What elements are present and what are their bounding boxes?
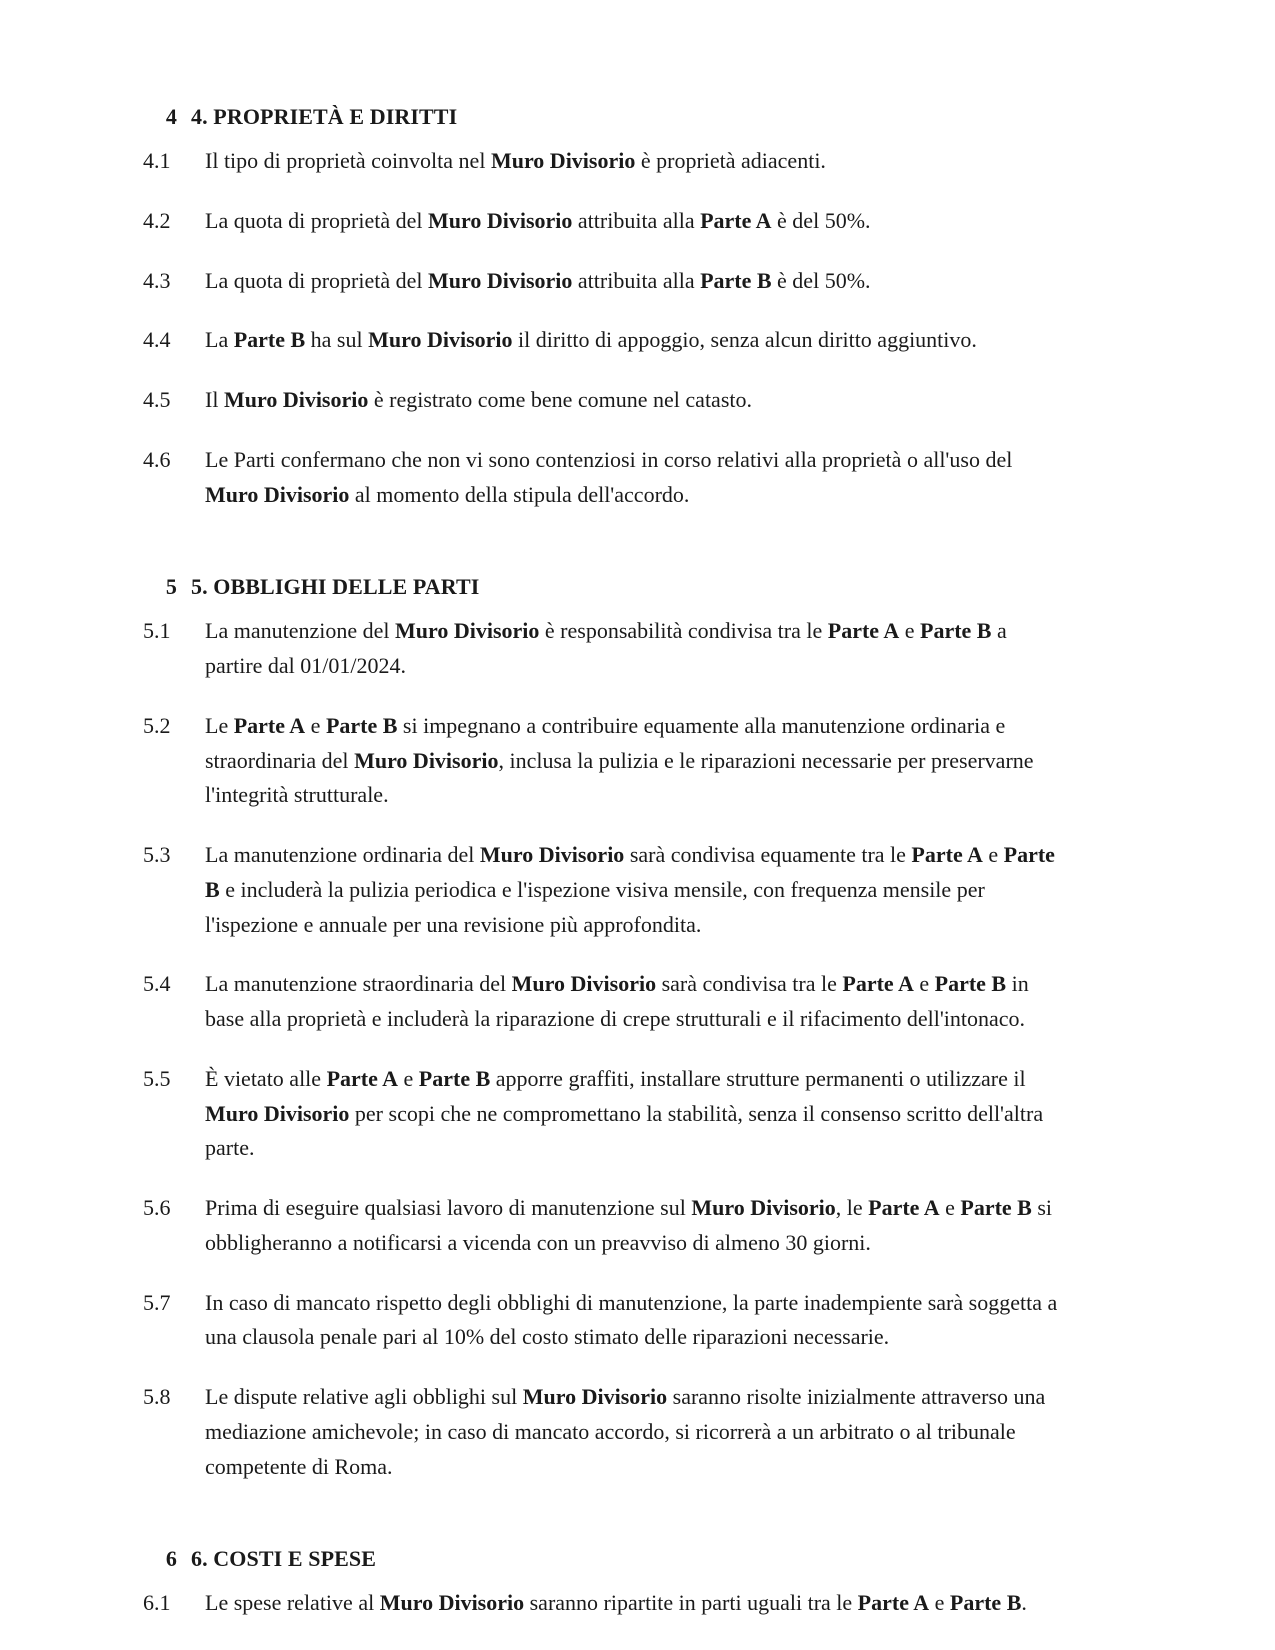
clause-term-emphasis: Parte A [233, 712, 306, 738]
clause-term-emphasis: Muro Divisorio [354, 747, 499, 773]
clause-number: 5.7 [143, 1289, 171, 1315]
clause-text-run: in base alla proprietà e includerà la riparazione di crepe strutturali e il rifacimento dell'intonaco. [205, 971, 1029, 1031]
clause-text-run: Le Parti confermano che non vi sono contenziosi in corso relativi alla proprietà o all'uso del [205, 446, 1013, 472]
clause-text [205, 1062, 1068, 1166]
clause-6.1 [143, 1586, 1068, 1621]
clause-term-emphasis: Muro Divisorio [205, 481, 350, 507]
section-title: 6. COSTI E SPESE [191, 1546, 377, 1572]
clause-text-run: saranno ripartite in parti uguali tra le [524, 1590, 858, 1616]
clause-term-emphasis: Muro Divisorio [479, 842, 625, 867]
section-title: 4. PROPRIETÀ E DIRITTI [191, 104, 458, 129]
clause-text-run: attribuita alla [572, 207, 701, 233]
clause-number: 4.1 [143, 148, 171, 173]
clause-text [205, 323, 1068, 358]
document-body [143, 104, 1068, 1646]
clause-term-emphasis: Parte B [920, 618, 992, 644]
clause-text-run: Le dispute relative agli obblighi sul [205, 1384, 523, 1409]
clause-text [205, 264, 1068, 299]
clause-text-run: , inclusa la pulizia e le riparazioni necessarie per preservarne l'integrità strutturale. [205, 747, 1034, 808]
clause-term-emphasis: Muro Divisorio [368, 327, 513, 353]
clause-term-emphasis: Muro Divisorio [427, 207, 573, 233]
section-heading-5 [143, 574, 1068, 600]
clause-text [205, 614, 1068, 684]
clause-term-emphasis: Muro Divisorio [205, 1100, 350, 1126]
clause-term-emphasis: Parte A [911, 842, 983, 867]
clause-text-run: Prima di eseguire qualsiasi lavoro di manutenzione sul [205, 1195, 692, 1220]
clause-text [205, 967, 1068, 1037]
clause-4.1 [143, 144, 1068, 179]
clause-term-emphasis: Parte B [934, 971, 1007, 997]
clause-text [205, 1286, 1068, 1356]
clause-4.6 [143, 443, 1068, 513]
clause-text-run: Il [205, 387, 224, 412]
clause-text [205, 144, 1068, 179]
clause-number: 5.6 [143, 1195, 171, 1220]
clause-text-run: La manutenzione del [205, 618, 395, 644]
clause-text-run: e [899, 618, 920, 644]
clause-text-run: ha sul [305, 327, 369, 353]
clause-text-run: Le [205, 712, 234, 738]
clause-number: 4.2 [143, 207, 171, 233]
clause-term-emphasis: Muro Divisorio [691, 1195, 836, 1220]
clause-text-run: e [398, 1065, 419, 1091]
clause-term-emphasis: Muro Divisorio [522, 1384, 668, 1409]
clause-4.3 [143, 264, 1068, 299]
clause-term-emphasis: Parte A [827, 618, 900, 644]
clause-term-emphasis: Muro Divisorio [490, 148, 636, 173]
clause-text-run: apporre graffiti, installare strutture permanenti o utilizzare il [490, 1065, 1026, 1091]
clause-text-run: e [939, 1195, 961, 1220]
clause-term-emphasis: Parte B [205, 842, 1055, 902]
clause-number: 5.8 [143, 1384, 171, 1409]
clause-text [205, 204, 1068, 239]
clause-text-run: al momento della stipula dell'accordo. [349, 481, 690, 507]
clause-5.4 [143, 967, 1068, 1037]
clause-term-emphasis: Parte B [325, 712, 398, 738]
clause-number: 5.4 [143, 971, 171, 997]
clause-term-emphasis: Parte B [233, 327, 306, 353]
clause-text-run: La [205, 327, 234, 353]
clause-term-emphasis: Parte B [418, 1065, 491, 1091]
clause-5.5 [143, 1062, 1068, 1166]
clause-text-run: per scopi che ne compromettano la stabilità, senza il consenso scritto dell'altra parte. [205, 1100, 1044, 1161]
clause-text-run: Le spese relative al [205, 1590, 380, 1616]
clause-number: 5.1 [143, 618, 171, 644]
clause-text-run: e includerà la pulizia periodica e l'ispezione visiva mensile, con frequenza mensile per l'ispezione e annuale per una revisione più approfondita. [205, 876, 985, 937]
clause-number: 5.3 [143, 842, 171, 867]
clause-text-run: È vietato alle [205, 1065, 327, 1091]
section-number: 4 [165, 104, 177, 129]
clause-text-run: La quota di proprietà del [205, 267, 428, 293]
clause-text-run: In caso di mancato rispetto degli obblighi di manutenzione, la parte inadempiente sarà soggetta a una clausola penale pari al 10% del costo stimato delle riparazioni necessarie. [205, 1289, 1058, 1350]
clause-4.2 [143, 204, 1068, 239]
clause-text-run: e [305, 712, 326, 738]
clause-term-emphasis: Parte B [700, 267, 772, 293]
clause-5.7 [143, 1286, 1068, 1356]
clause-text-run: è del 50%. [771, 207, 871, 233]
clause-term-emphasis: Muro Divisorio [511, 971, 657, 997]
clause-number: 4.5 [143, 387, 171, 412]
clause-term-emphasis: Parte A [326, 1065, 399, 1091]
clause-5.2 [143, 709, 1068, 813]
clause-text-run: attribuita alla [572, 267, 701, 293]
clause-text-run: , le [835, 1195, 869, 1220]
clause-5.3 [143, 838, 1068, 942]
clause-text [205, 383, 1068, 418]
clause-text [205, 838, 1068, 942]
clause-text-run: La quota di proprietà del [205, 207, 428, 233]
clause-text-run: è del 50%. [771, 267, 871, 293]
clause-number: 5.2 [143, 712, 171, 738]
clause-text-run: e [913, 971, 935, 997]
clause-text-run: e [929, 1590, 950, 1616]
clause-text [205, 1191, 1068, 1261]
clause-5.1 [143, 614, 1068, 684]
clause-term-emphasis: Muro Divisorio [394, 618, 540, 644]
section-number: 6 [165, 1546, 177, 1572]
section-heading-6 [143, 1546, 1068, 1572]
clause-text-run: si obbligheranno a notificarsi a vicenda con un preavviso di almeno 30 giorni. [205, 1195, 1053, 1255]
clause-number: 5.5 [143, 1065, 171, 1091]
clause-text-run: saranno risolte inizialmente attraverso una mediazione amichevole; in caso di mancato accordo, si ricorrerà a un arbitrato o al tribunale competente di Roma. [205, 1384, 1046, 1479]
clause-term-emphasis: Parte A [842, 971, 914, 997]
clause-text-run: La manutenzione straordinaria del [205, 971, 512, 997]
clause-number: 6.1 [143, 1590, 171, 1616]
clause-number: 4.3 [143, 267, 171, 293]
clause-text-run: il diritto di appoggio, senza alcun diritto aggiuntivo. [512, 327, 977, 353]
clause-text-run: La manutenzione ordinaria del [205, 842, 480, 867]
clause-text-run: . [1021, 1590, 1027, 1616]
section-heading-4 [143, 104, 1068, 130]
clause-term-emphasis: Muro Divisorio [427, 267, 573, 293]
clause-term-emphasis: Parte B [949, 1590, 1022, 1616]
clause-text-run: è responsabilità condivisa tra le [539, 618, 828, 644]
clause-4.4 [143, 323, 1068, 358]
section-number: 5 [165, 574, 177, 600]
clause-text-run: sarà condivisa equamente tra le [624, 842, 912, 867]
clause-number: 4.6 [143, 446, 171, 472]
clause-5.8 [143, 1380, 1068, 1484]
clause-text-run: e [982, 842, 1004, 867]
clause-4.5 [143, 383, 1068, 418]
clause-term-emphasis: Parte B [960, 1195, 1032, 1220]
clause-text [205, 1586, 1068, 1621]
clause-text-run: è proprietà adiacenti. [635, 148, 826, 173]
clause-text-run: è registrato come bene comune nel catasto. [368, 387, 752, 412]
clause-number: 4.4 [143, 327, 171, 353]
clause-text-run: Il tipo di proprietà coinvolta nel [205, 148, 491, 173]
clause-text [205, 709, 1068, 813]
section-title: 5. OBBLIGHI DELLE PARTI [191, 574, 480, 600]
clause-term-emphasis: Parte A [700, 207, 772, 233]
clause-text-run: si impegnano a contribuire equamente alla manutenzione ordinaria e straordinaria del [205, 712, 1006, 773]
clause-text-run: a partire dal 01/01/2024. [205, 618, 1007, 678]
clause-term-emphasis: Parte A [868, 1195, 940, 1220]
clause-text-run: sarà condivisa tra le [656, 971, 843, 997]
clause-text [205, 443, 1068, 513]
clause-term-emphasis: Muro Divisorio [223, 387, 369, 412]
clause-5.6 [143, 1191, 1068, 1261]
clause-text [205, 1380, 1068, 1484]
clause-term-emphasis: Parte A [857, 1590, 930, 1616]
clause-term-emphasis: Muro Divisorio [379, 1590, 525, 1616]
